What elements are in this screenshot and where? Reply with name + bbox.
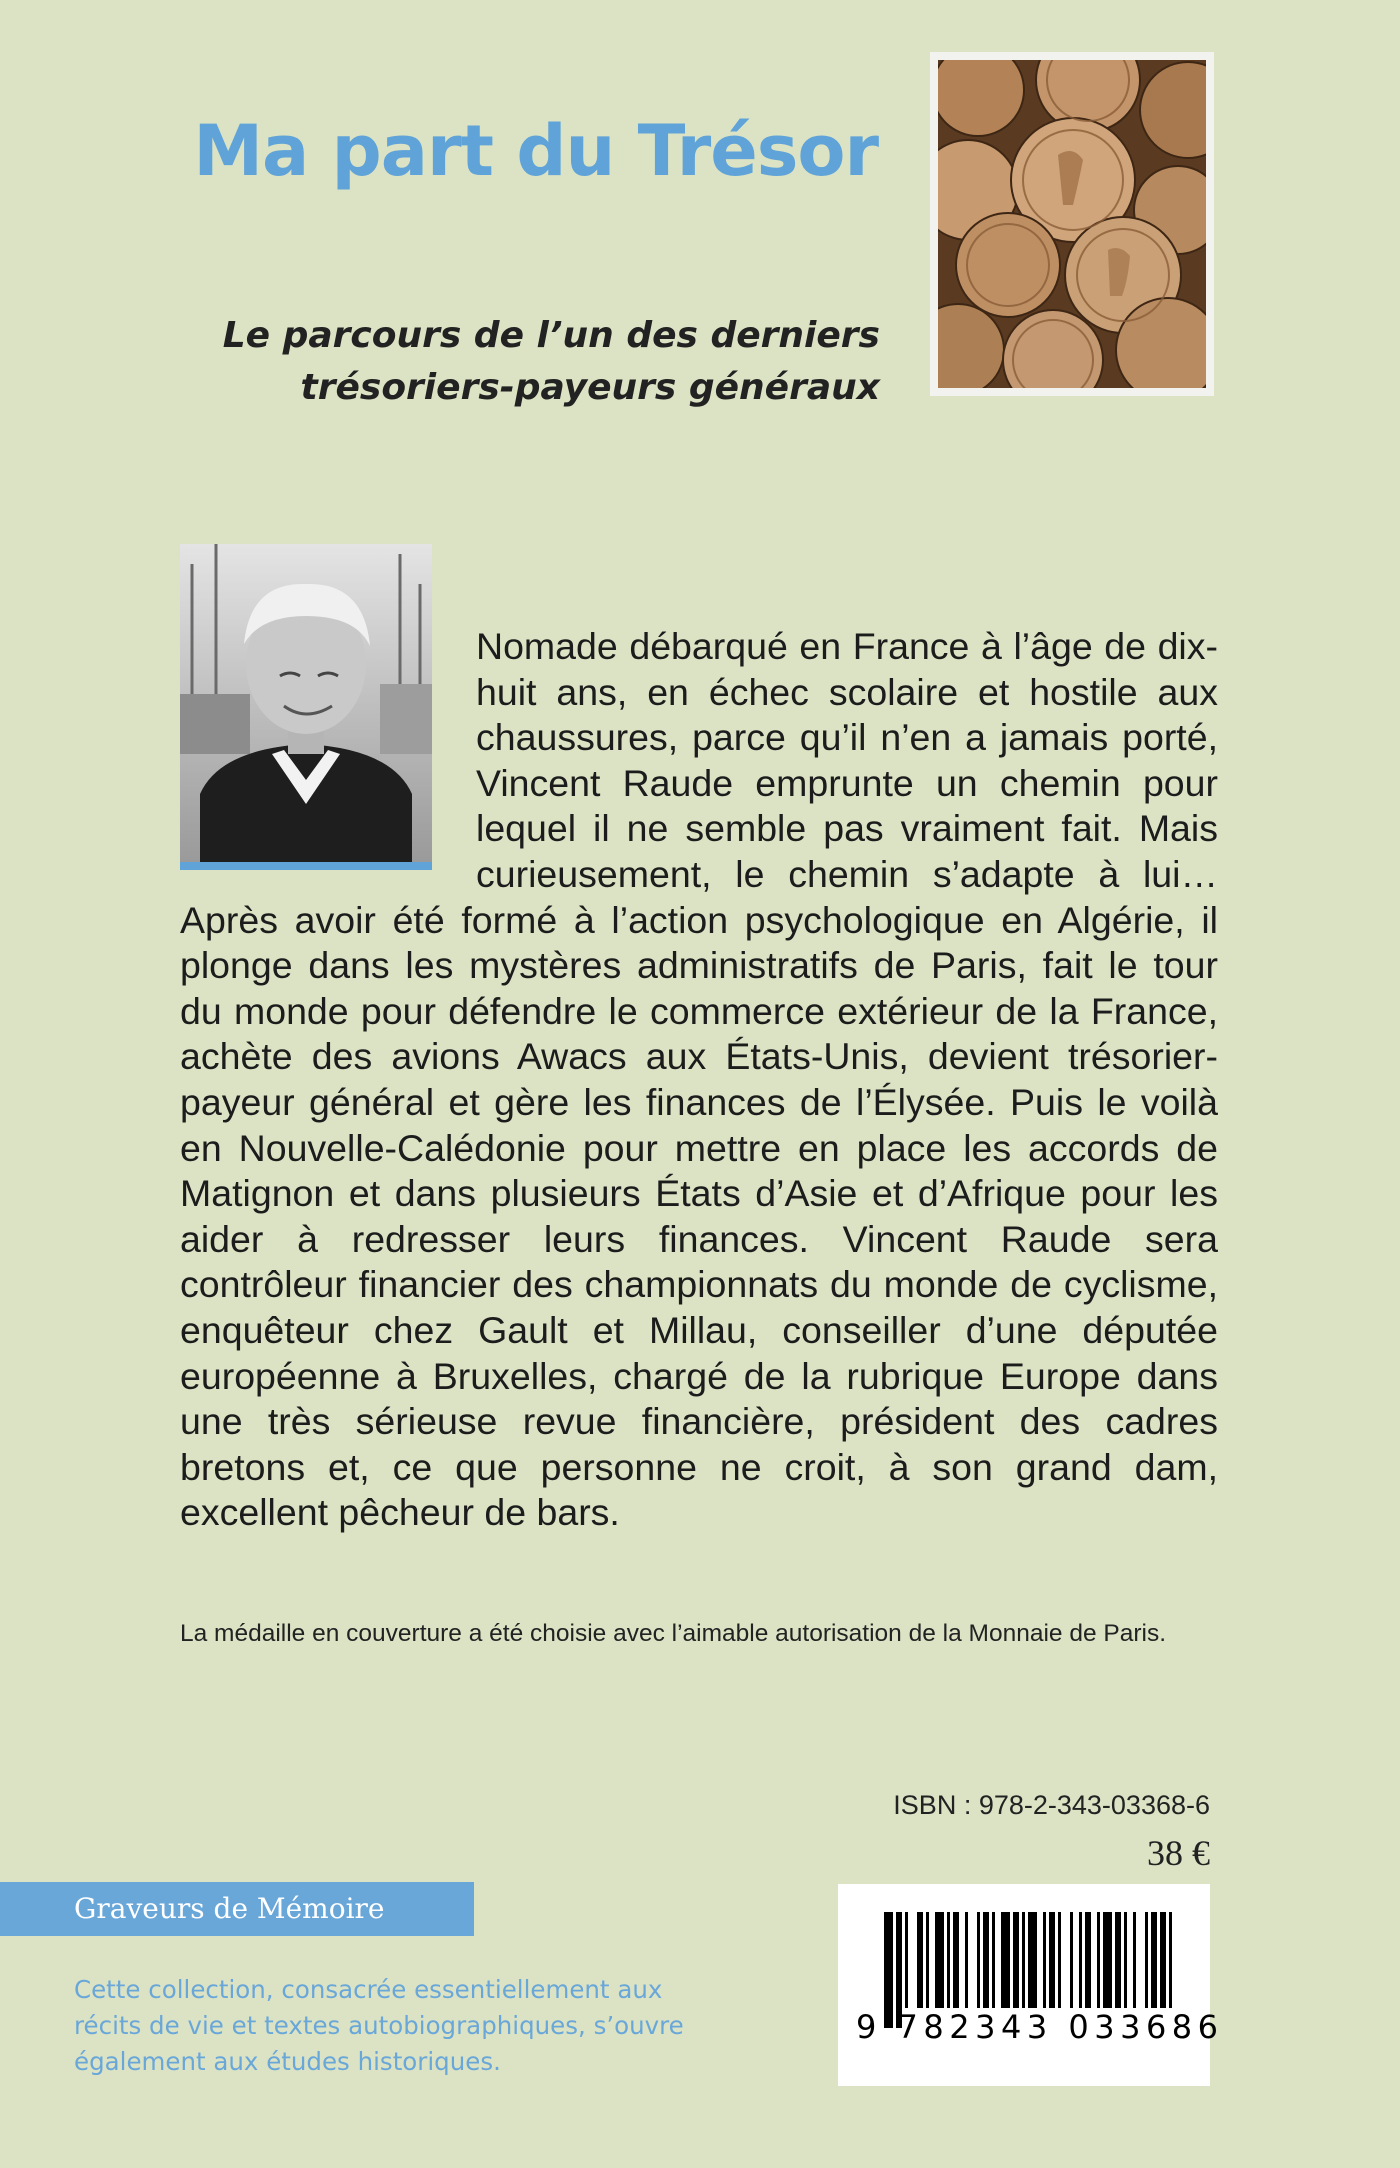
subtitle-line-1: Le parcours de l’un des derniers: [222, 315, 880, 356]
barcode-bar: [965, 1912, 968, 2008]
barcode-bar: [983, 1912, 989, 2008]
barcode: [838, 1884, 1224, 2086]
barcode-bar: [1103, 1912, 1112, 2008]
coins-image: [938, 60, 1206, 388]
barcode-bar: [1169, 1912, 1172, 2008]
barcode-bars: [838, 1884, 1224, 2086]
barcode-bar: [953, 1912, 959, 2008]
barcode-bar: [947, 1912, 950, 2008]
barcode-bar: [1079, 1912, 1082, 2008]
barcode-bar: [1160, 1912, 1166, 2008]
barcode-bar: [1022, 1912, 1025, 2008]
barcode-bar: [1115, 1912, 1121, 2008]
blurb-text: [180, 624, 1218, 1536]
photo-wrap-spacer: [180, 624, 476, 886]
barcode-bar: [935, 1912, 944, 2008]
medal-credit: La médaille en couverture a été choisie avec l’aimable autorisation de la Monnaie de Paris.: [180, 1620, 1167, 1647]
barcode-bar: [917, 1912, 923, 2008]
barcode-bar: [1013, 1912, 1019, 2008]
barcode-bar: [1058, 1912, 1061, 2008]
barcode-bar: [905, 1912, 908, 2008]
isbn: ISBN : 978-2-343-03368-6: [893, 1790, 1210, 1820]
barcode-bar: [992, 1912, 995, 2008]
barcode-bar: [1124, 1912, 1127, 2008]
barcode-bar: [977, 1912, 980, 2008]
collection-name: Graveurs de Mémoire: [74, 1892, 385, 1925]
barcode-bar: [1085, 1912, 1091, 2008]
barcode-bar: [1133, 1912, 1136, 2008]
barcode-bar: [1028, 1912, 1037, 2008]
coins-illustration: [930, 52, 1214, 396]
barcode-digits: 9 782343 033686: [856, 2008, 1224, 2046]
book-title: Ma part du Trésor: [193, 110, 878, 192]
barcode-bar: [1043, 1912, 1046, 2008]
subtitle-line-2: trésoriers-payeurs généraux: [300, 367, 880, 408]
barcode-bar: [1151, 1912, 1157, 2008]
collection-band: [0, 1882, 474, 1936]
barcode-bar: [1097, 1912, 1100, 2008]
barcode-bar: [1145, 1912, 1148, 2008]
barcode-bar: [926, 1912, 929, 2008]
barcode-bar: [1049, 1912, 1055, 2008]
barcode-bar: [1070, 1912, 1073, 2008]
book-subtitle: [223, 310, 880, 414]
blurb-content: Nomade débarqué en France à l’âge de dix-huit ans, en échec scolaire et hostile aux chaussures, parce qu’il n’en a jamais porté, Vincent Raude emprunte un chemin pour lequel il ne semble pas vraiment fait. Mais curieusement, le chemin s’adapte à lui… Après avoir été formé à l’action psychologique en Algérie, il plonge dans les mystères administratifs de Paris, fait le tour du monde pour défendre le commerce extérieur de la France, achète des avions Awacs aux États-Unis, devient trésorier-payeur général et gère les finances de l’Élysée. Puis le voilà en Nouvelle-Calédonie pour mettre en place les accords de Matignon et dans plusieurs États d’Asie et d’Afrique pour les aider à redresser leurs finances. Vincent Raude sera contrôleur financier des championnats du monde de cyclisme, enquêteur chez Gault et Millau, conseiller d’une députée européenne à Bruxelles, chargé de la rubrique Europe dans une très sérieuse revue financière, président des cadres bretons et, ce que personne ne croit, à son grand dam, excellent pêcheur de bars.: [180, 625, 1218, 1534]
price: 38 €: [1147, 1833, 1210, 1873]
collection-description: Cette collection, consacrée essentiellement aux récits de vie et textes autobiographiques, s’ouvre également aux études historiques.: [74, 1975, 684, 2076]
barcode-bar: [1001, 1912, 1010, 2008]
